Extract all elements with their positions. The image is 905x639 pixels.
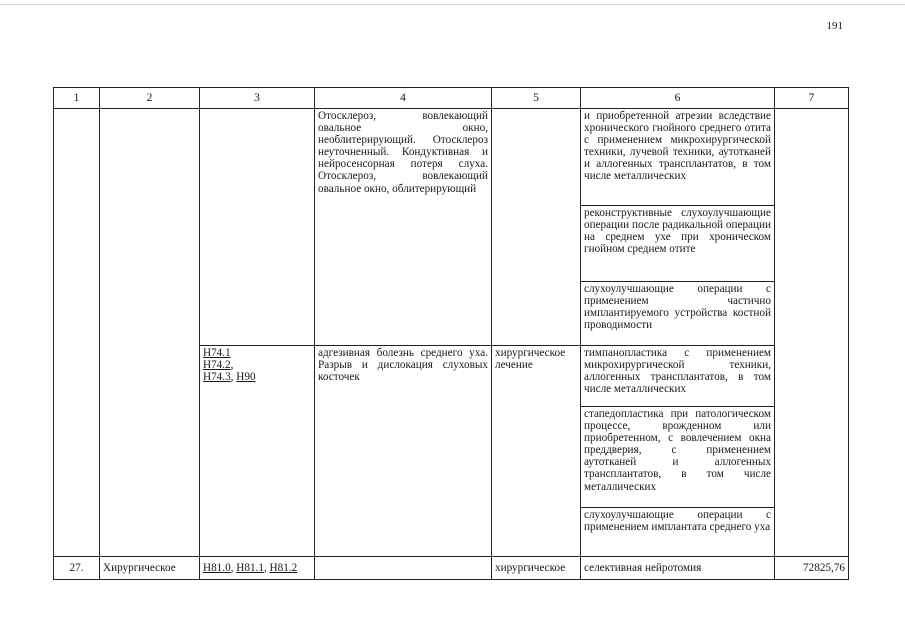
scan-edge-line <box>0 4 905 5</box>
cell-diagnosis <box>315 557 492 580</box>
cell-num-empty <box>54 109 100 557</box>
cell-method: слухоулучшающие операции с применением имплантата среднего уха <box>581 508 775 557</box>
cell-method: тимпанопластика с применением микрохирургической техники, аллогенных трансплантатов, в том числе металлических <box>581 346 775 407</box>
cell-method: реконструктивные слухоулучшающие операции после радикальной операции на среднем ухе при хроническом гнойном среднем отите <box>581 206 775 282</box>
cell-treatment: хирургическое лечение <box>492 346 581 557</box>
header-cell: 7 <box>775 88 849 109</box>
code-link[interactable]: H81.0 <box>203 561 231 574</box>
header-cell: 2 <box>100 88 200 109</box>
cell-treatment-empty <box>492 109 581 346</box>
header-cell: 1 <box>54 88 100 109</box>
cell-method: и приобретенной атрезии вследствие хронического гнойного среднего отита с применением микрохирургической техники, лучевой техники, аутотканей и аллогенных трансплантатов, в том числе металлических <box>581 109 775 206</box>
code-link[interactable]: H81.1 <box>236 561 264 574</box>
header-cell: 5 <box>492 88 581 109</box>
code-link[interactable]: H81.2 <box>269 561 298 574</box>
cell-method: слухоулучшающие операции с применением частично имплантируемого устройства костной проводимости <box>581 282 775 346</box>
cell-treatment: хирургическое <box>492 557 581 580</box>
cell-codes: H81.0, H81.1, H81.2 <box>200 557 315 580</box>
cell-method: селективная нейротомия <box>581 557 775 580</box>
medical-procedures-table <box>53 87 849 580</box>
cell-method: стапедопластика при патологическом процессе, врожденном или приобретенном, с вовлечением окна преддверия, с применением аутотканей и аллогенных трансплантатов, в том числе металлических <box>581 407 775 508</box>
table-row <box>54 109 849 206</box>
code-link[interactable]: H74.1 <box>203 347 231 359</box>
header-cell: 6 <box>581 88 775 109</box>
cell-codes-empty <box>200 109 315 346</box>
header-cell: 4 <box>315 88 492 109</box>
cell-diagnosis: адгезивная болезнь среднего уха. Разрыв и дислокация слуховых косточек <box>315 346 492 557</box>
header-cell: 3 <box>200 88 315 109</box>
cell-care-type-empty <box>100 109 200 557</box>
cell-diagnosis: Отосклероз, вовлекающий овальное окно, необлитерирующий. Отосклероз неуточненный. Кондуктивная и нейросенсорная потеря слуха. Отосклероз, вовлекающий овальное окно, облитерирующий <box>315 109 492 346</box>
code-link[interactable]: H74.3 <box>203 371 231 384</box>
cell-care-type: Хирургическое <box>100 557 200 580</box>
cell-cost: 72825,76 <box>775 557 849 580</box>
cell-codes: H74.1H74.2, H74.3, H90 <box>200 346 315 557</box>
header-row <box>54 88 849 109</box>
table-row <box>54 557 849 580</box>
cell-cost-empty <box>775 109 849 557</box>
code-link[interactable]: H90 <box>236 371 256 384</box>
page-number: 191 <box>826 20 843 32</box>
code-link[interactable]: H74.2 <box>203 359 231 372</box>
cell-num: 27. <box>54 557 100 580</box>
